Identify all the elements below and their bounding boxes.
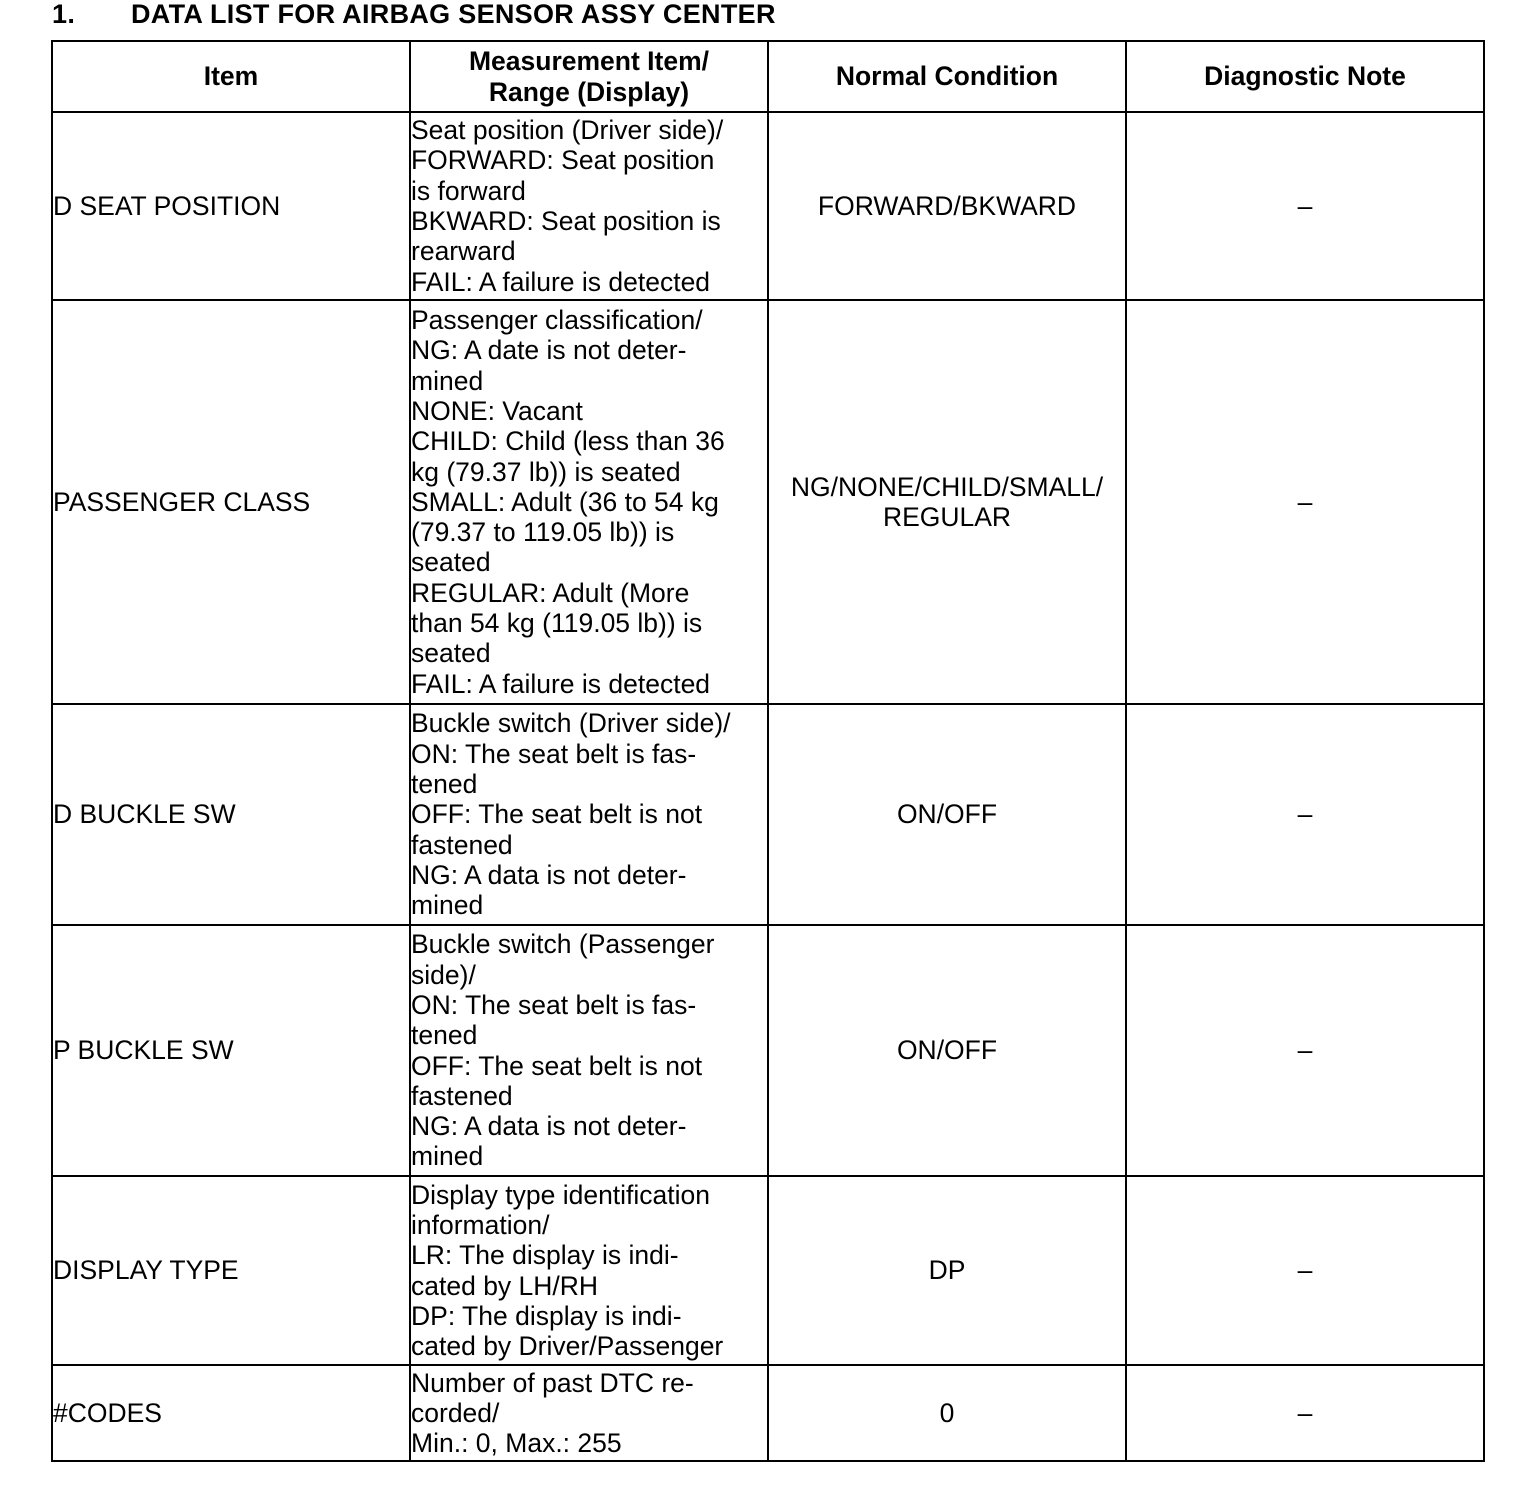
measurement-cell [410,1176,768,1365]
item-cell: D BUCKLE SW [52,704,410,925]
measurement-line: than 54 kg (119.05 lb)) is [411,608,703,639]
measurement-line: seated [411,547,491,578]
measurement-line: FAIL: A failure is detected [411,266,711,297]
measurement-line: NG: A data is not deter- [411,859,687,890]
table-row [52,925,1484,1176]
table-row [52,300,1484,704]
measurement-line: cated by Driver/Passenger [411,1331,724,1362]
table-row [52,1365,1484,1461]
section-title: DATA LIST FOR AIRBAG SENSOR ASSY CENTER [131,0,776,29]
measurement-cell [410,300,768,704]
dash-mark: – [1297,1035,1313,1066]
diagnostic-note-cell [1126,112,1484,300]
diagnostic-note-cell [1126,704,1484,925]
header-diagnostic-note [1126,41,1484,112]
measurement-line: tened [411,769,478,800]
measurement-line: information/ [411,1209,550,1240]
measurement-line: FORWARD: Seat position [411,145,715,176]
measurement-line: cated by LH/RH [411,1270,599,1301]
measurement-line: mined [411,890,484,921]
diagnostic-note-cell [1126,925,1484,1176]
dash-mark: – [1297,486,1313,517]
dash-mark: – [1297,799,1313,830]
dash-mark: – [1297,1255,1313,1286]
item-cell: P BUCKLE SW [52,925,410,1176]
table-row [52,704,1484,925]
normal-condition-line: DP [928,1255,966,1286]
measurement-line: ON: The seat belt is fas- [411,738,697,769]
diagnostic-note-cell [1126,1176,1484,1365]
item-cell: PASSENGER CLASS [52,300,410,704]
header-item-label: Item [203,61,259,92]
header-normal-condition-label: Normal Condition [835,61,1059,92]
measurement-line: (79.37 to 119.05 lb)) is [411,517,675,548]
normal-condition-line: REGULAR [882,502,1012,532]
measurement-line: corded/ [411,1397,500,1428]
normal-condition-cell [768,1176,1126,1365]
measurement-line: NONE: Vacant [411,395,583,426]
item-cell: #CODES [52,1365,410,1461]
measurement-line: fastened [411,1080,513,1111]
data-list-table [51,40,1485,1462]
measurement-line: CHILD: Child (less than 36 [411,426,725,457]
table-body [52,112,1484,1461]
measurement-line: is forward [411,175,526,206]
section-heading [52,0,776,28]
measurement-line: SMALL: Adult (36 to 54 kg [411,486,719,517]
measurement-line: Buckle switch (Passenger [411,929,715,960]
normal-condition-line: ON/OFF [896,799,998,830]
dash-mark: – [1297,190,1313,221]
table-row [52,1176,1484,1365]
measurement-line: Display type identification [411,1179,711,1210]
header-normal-condition [768,41,1126,112]
dash-mark: – [1297,1397,1313,1428]
measurement-line: kg (79.37 lb)) is seated [411,456,681,487]
normal-condition-cell [768,704,1126,925]
header-item [52,41,410,112]
measurement-line: Buckle switch (Driver side)/ [411,708,731,739]
section-number: 1. [52,0,76,29]
measurement-line: LR: The display is indi- [411,1240,679,1271]
header-measurement [410,41,768,112]
header-measurement-line: Measurement Item/ [468,46,710,77]
normal-condition-cell [768,1365,1126,1461]
measurement-line: Number of past DTC re- [411,1367,694,1398]
measurement-line: Passenger classification/ [411,305,703,336]
diagnostic-note-cell [1126,300,1484,704]
normal-condition-cell [768,300,1126,704]
header-diagnostic-note-label: Diagnostic Note [1204,61,1406,92]
measurement-line: OFF: The seat belt is not [411,799,703,830]
normal-condition-line: 0 [939,1397,955,1428]
header-row [52,41,1484,112]
measurement-line: OFF: The seat belt is not [411,1050,703,1081]
item-cell: DISPLAY TYPE [52,1176,410,1365]
measurement-line: Seat position (Driver side)/ [411,115,724,146]
measurement-line: DP: The display is indi- [411,1300,682,1331]
measurement-cell [410,112,768,300]
measurement-line: REGULAR: Adult (More [411,577,690,608]
measurement-line: tened [411,1020,478,1051]
measurement-line: NG: A date is not deter- [411,335,687,366]
normal-condition-cell [768,925,1126,1176]
table-row [52,112,1484,300]
diagnostic-note-cell [1126,1365,1484,1461]
measurement-line: FAIL: A failure is detected [411,668,711,699]
measurement-line: seated [411,638,491,669]
measurement-line: Min.: 0, Max.: 255 [411,1428,622,1459]
normal-condition-line: NG/NONE/CHILD/SMALL/ [790,471,1104,502]
measurement-line: BKWARD: Seat position is [411,206,721,236]
item-cell: D SEAT POSITION [52,112,410,300]
measurement-line: side)/ [411,959,476,990]
measurement-line: mined [411,1141,484,1172]
header-measurement-line: Range (Display) [488,76,690,107]
measurement-line: mined [411,365,484,396]
measurement-line: NG: A data is not deter- [411,1111,687,1142]
measurement-cell [410,925,768,1176]
normal-condition-line: FORWARD/BKWARD [817,190,1077,221]
measurement-cell [410,1365,768,1461]
measurement-line: rearward [411,236,516,267]
measurement-line: fastened [411,829,513,860]
normal-condition-line: ON/OFF [896,1035,998,1066]
measurement-line: ON: The seat belt is fas- [411,989,697,1020]
normal-condition-cell [768,112,1126,300]
measurement-cell [410,704,768,925]
